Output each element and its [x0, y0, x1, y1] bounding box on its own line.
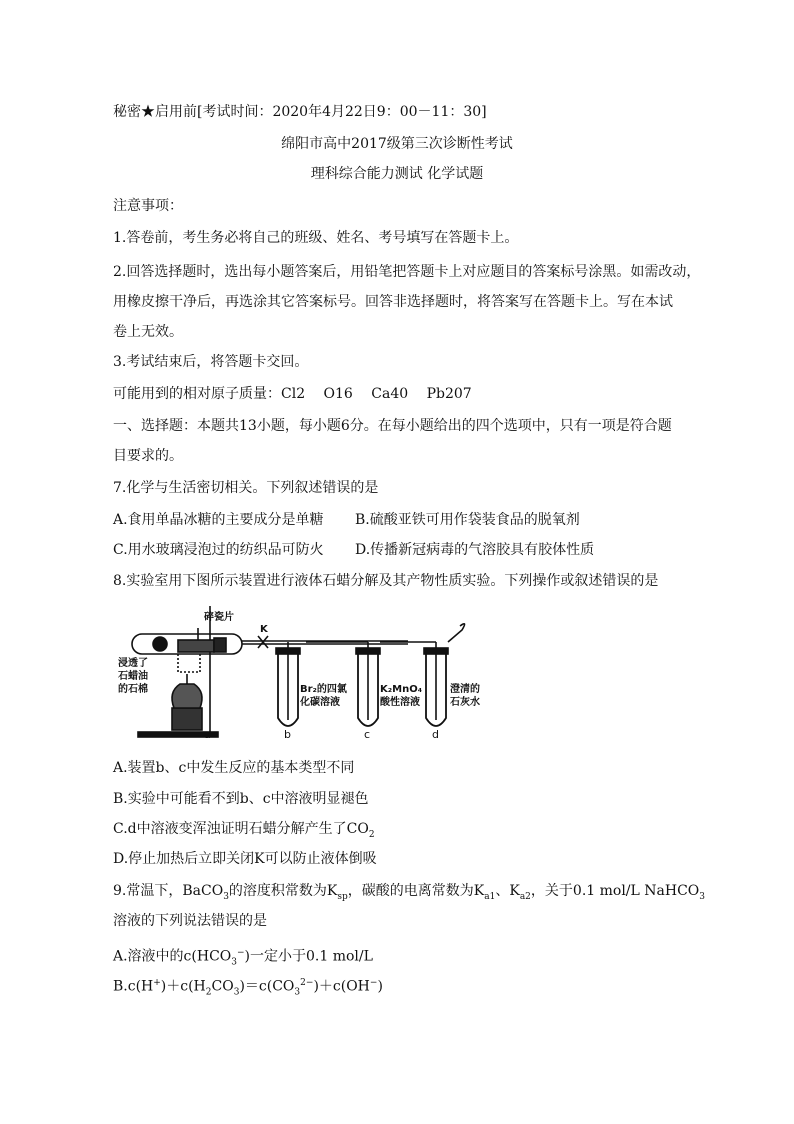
- q9-a-p2: )一定小于0.1 mol/L: [244, 948, 373, 965]
- q9-stem-p5: ，关于0.1 mol/L NaHCO: [530, 883, 700, 899]
- q9-stem-p3: ，碳酸的电离常数为K: [347, 883, 485, 899]
- q8-option-b: B.实验中可能看不到b、c中溶液明显褪色: [113, 791, 369, 807]
- school-title: 绵阳市高中2017级第三次诊断性考试: [281, 136, 513, 152]
- label-soaked-3: 的石棉: [118, 684, 148, 695]
- q8-option-c: [113, 819, 375, 845]
- q8-stem: 8.实验室用下图所示装置进行液体石蜡分解及其产物性质实验。下列操作或叙述错误的是: [113, 573, 659, 589]
- q8-option-d: D.停止加热后立即关闭K可以防止液体倒吸: [113, 851, 377, 867]
- q9-b-p5: )＋c(OH: [313, 978, 370, 995]
- q9-stem-cont: 溶液的下列说法错误的是: [113, 913, 267, 929]
- label-c-1: K₂MnO₄: [380, 684, 423, 695]
- q7-option-d: D.传播新冠病毒的气溶胶具有胶体性质: [355, 542, 595, 558]
- q9-stem-p1: 9.常温下，BaCO: [113, 883, 224, 899]
- exam-title: 理科综合能力测试 化学试题: [310, 166, 484, 182]
- q9-b-sup1: +: [153, 978, 161, 988]
- label-d-1: 澄清的: [450, 684, 480, 695]
- q8-option-c-sub: 2: [368, 829, 375, 840]
- q9-b-sup3: −: [369, 978, 378, 988]
- q9-b-sub1: 2: [205, 987, 212, 998]
- q9-b-p1: B.c(H: [113, 978, 154, 995]
- q7-stem: 7.化学与生活密切相关。下列叙述错误的是: [113, 480, 379, 496]
- q9-option-b: [113, 973, 383, 1002]
- q9-a-p1: A.溶液中的c(HCO: [113, 948, 232, 965]
- q9-b-p6: ): [377, 978, 383, 995]
- section-intro: 一、选择题：本题共13小题，每小题6分。在每小题给出的四个选项中，只有一项是符合题: [113, 418, 672, 434]
- q9-b-sub2: 3: [233, 987, 240, 998]
- q9-stem-sub3: a1: [484, 891, 496, 902]
- q9-stem-sub5: 3: [699, 891, 705, 902]
- q9-stem: [113, 881, 705, 907]
- label-soaked-2: 石蜡油: [118, 671, 148, 682]
- q7-option-b: B.硫酸亚铁可用作袋装食品的脱氧剂: [355, 512, 580, 528]
- tube-label-a: a: [204, 728, 211, 740]
- notes-item-2-cont: 用橡皮擦干净后，再选涂其它答案标号。回答非选择题时，将答案写在答题卡上。写在本试: [113, 294, 673, 310]
- label-b-2: 化碳溶液: [300, 697, 340, 708]
- q9-stem-sub4: a2: [519, 891, 531, 902]
- apparatus-figure: [118, 600, 486, 740]
- q9-b-p4: )＝c(CO: [239, 978, 295, 995]
- q9-b-p2: )＋c(H: [160, 978, 206, 995]
- notes-heading: 注意事项：: [113, 198, 183, 214]
- q9-b-p3: CO: [211, 978, 234, 995]
- q9-stem-sub2: sp: [337, 891, 348, 902]
- notes-item-1: 1.答卷前，考生务必将自己的班级、姓名、考号填写在答题卡上。: [113, 230, 519, 246]
- notes-item-2: 2.回答选择题时，选出每小题答案后，用铅笔把答题卡上对应题目的答案标号涂黑。如需改动，: [113, 264, 701, 280]
- tube-label-c: c: [364, 728, 371, 740]
- notes-item-3: 3.考试结束后，将答题卡交回。: [113, 354, 309, 370]
- notes-item-2-end: 卷上无效。: [113, 324, 183, 340]
- label-c-2: 酸性溶液: [380, 697, 420, 708]
- q8-option-a: A.装置b、c中发生反应的基本类型不同: [113, 760, 355, 776]
- q9-option-a: [113, 943, 373, 972]
- q8-option-c-text: C.d中溶液变浑浊证明石蜡分解产生了CO: [113, 821, 369, 837]
- q7-option-a: A.食用单晶冰糖的主要成分是单糖: [113, 512, 324, 528]
- label-soaked-1: 浸透了: [118, 658, 148, 669]
- q9-stem-p2: 的溶度积常数为K: [228, 883, 338, 899]
- q9-a-sub: 3: [231, 957, 237, 968]
- section-intro-cont: 目要求的。: [113, 448, 183, 464]
- q9-stem-p4: 、K: [495, 883, 520, 899]
- confidential-header: 秘密★启用前[考试时间：2020年4月22日9：00－11：30]: [113, 104, 487, 120]
- label-chips: 碎瓷片: [204, 612, 234, 623]
- label-k: K: [260, 624, 268, 635]
- label-d-2: 石灰水: [450, 697, 480, 708]
- label-b-1: Br₂的四氯: [300, 684, 347, 695]
- q9-b-sub3: 3: [294, 987, 301, 998]
- tube-label-d: d: [432, 728, 439, 740]
- q9-b-sup2: 2−: [300, 978, 314, 988]
- q9-stem-sub1: 3: [223, 891, 229, 902]
- q7-option-c: C.用水玻璃浸泡过的纺织品可防火: [113, 542, 324, 558]
- q9-a-sup: −: [237, 948, 245, 958]
- tube-label-b: b: [284, 728, 291, 740]
- atomic-mass-line: 可能用到的相对原子质量：Cl2 O16 Ca40 Pb207: [113, 386, 472, 402]
